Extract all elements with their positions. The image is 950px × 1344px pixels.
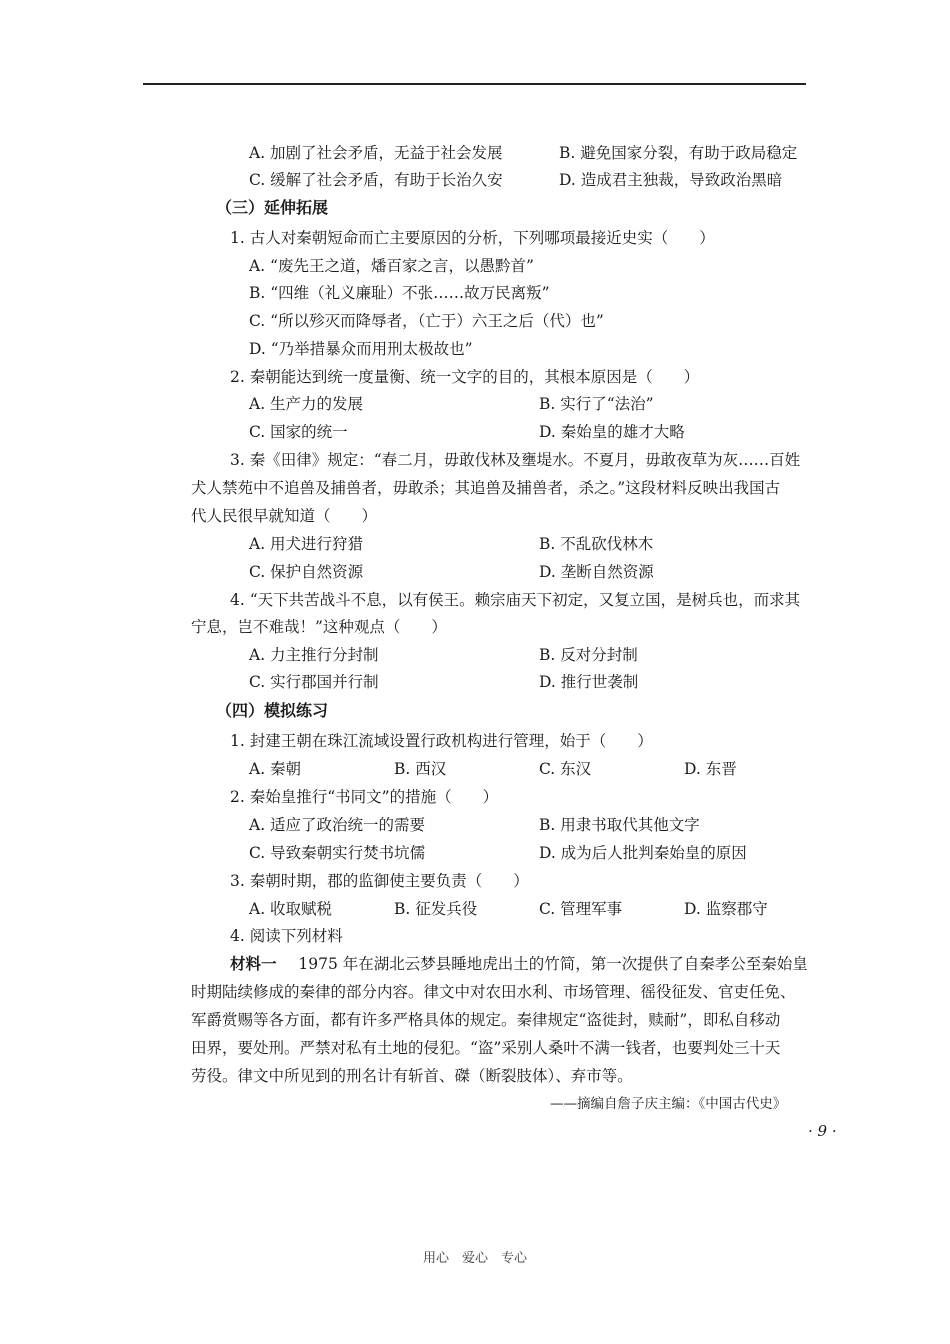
material-one-line3: 军爵赏赐等各方面，都有许多严格具体的规定。秦律规定“盗徙封，赎耐”，即私自移动: [191, 1011, 781, 1029]
material-one-line4: 田界，要处刑。严禁对私有土地的侵犯。“盗”采别人桑叶不满一钱者，也要判处三十天: [191, 1039, 781, 1057]
s4-q3-option-d: D. 监察郡守: [684, 900, 768, 918]
s4-q1-stem: 1. 封建王朝在珠江流域设置行政机构进行管理，始于（ ）: [230, 732, 653, 750]
s3-q3-stem-line2: 犬人禁苑中不追兽及捕兽者，毋敢杀；其追兽及捕兽者，杀之。”这段材料反映出我国古: [191, 479, 781, 497]
s4-q3-stem: 3. 秦朝时期，郡的监御使主要负责（ ）: [230, 872, 529, 890]
s3-q1-option-c: C. “所以殄灭而降辱者，（亡于）六王之后（代）也”: [249, 312, 604, 330]
s3-q4-option-a: A. 力主推行分封制: [249, 646, 379, 664]
s3-q3-option-d: D. 垄断自然资源: [539, 563, 654, 581]
s4-q4-stem: 4. 阅读下列材料: [230, 927, 343, 945]
s3-q2-stem: 2. 秦朝能达到统一度量衡、统一文字的目的，其根本原因是（ ）: [230, 368, 700, 386]
s3-q2-option-d: D. 秦始皇的雄才大略: [539, 423, 685, 441]
s3-q2-option-a: A. 生产力的发展: [249, 395, 364, 413]
s4-q2-option-c: C. 导致秦朝实行焚书坑儒: [249, 844, 426, 862]
s4-q1-option-c: C. 东汉: [539, 760, 592, 778]
s3-q1-option-b: B. “四维（礼义廉耻）不张……故万民离叛”: [249, 284, 550, 302]
s3-q1-stem: 1. 古人对秦朝短命而亡主要原因的分析，下列哪项最接近史实（ ）: [230, 229, 715, 247]
material-one: [230, 954, 808, 974]
page-footer: 用心 爱心 专心: [423, 1251, 528, 1266]
q-prev-option-c: C. 缓解了社会矛盾，有助于长治久安: [249, 171, 503, 189]
s4-q3-option-a: A. 收取赋税: [249, 900, 333, 918]
s3-q4-option-c: C. 实行郡国并行制: [249, 673, 379, 691]
material-one-line1: 1975 年在湖北云梦县睡地虎出土的竹简，第一次提供了自秦孝公至秦始皇: [298, 955, 808, 973]
s3-q2-option-b: B. 实行了“法治”: [539, 395, 654, 413]
s4-q2-stem: 2. 秦始皇推行“书同文”的措施（ ）: [230, 788, 499, 806]
page-number: · 9 ·: [808, 1122, 837, 1140]
s4-q2-option-d: D. 成为后人批判秦始皇的原因: [539, 844, 747, 862]
material-source: ——摘编自詹子庆主编：《中国古代史》: [550, 1096, 787, 1112]
s3-q4-option-d: D. 推行世袭制: [539, 673, 639, 691]
s3-q3-stem-line1: 3. 秦《田律》规定：“春二月，毋敢伐林及壅堤水。不夏月，毋敢夜草为灰……百姓: [230, 451, 801, 469]
s3-q3-option-c: C. 保护自然资源: [249, 563, 364, 581]
s3-q3-stem-line3: 代人民很早就知道（ ）: [191, 507, 378, 525]
section-title-extension: （三）延伸拓展: [216, 198, 329, 217]
s3-q4-stem-line2: 宁息，岂不难哉！”这种观点（ ）: [191, 618, 447, 636]
s3-q2-option-c: C. 国家的统一: [249, 423, 348, 441]
s4-q1-option-d: D. 东晋: [684, 760, 737, 778]
material-one-line2: 时期陆续修成的秦律的部分内容。律文中对农田水利、市场管理、徭役征发、官吏任免、: [191, 983, 796, 1001]
q-prev-option-d: D. 造成君主独裁，导致政治黑暗: [559, 171, 783, 189]
s3-q4-stem-line1: 4. “天下共苦战斗不息，以有侯王。赖宗庙天下初定，又复立国，是树兵也，而求其: [230, 591, 801, 609]
s3-q4-option-b: B. 反对分封制: [539, 646, 638, 664]
s4-q1-option-a: A. 秦朝: [249, 760, 302, 778]
s4-q2-option-a: A. 适应了政治统一的需要: [249, 816, 426, 834]
q-prev-option-a: A. 加剧了社会矛盾，无益于社会发展: [249, 144, 503, 162]
header-rule: [143, 83, 806, 85]
s3-q1-option-d: D. “乃举措暴众而用刑太极故也”: [249, 340, 473, 358]
q-prev-option-b: B. 避免国家分裂，有助于政局稳定: [559, 144, 798, 162]
s4-q3-option-b: B. 征发兵役: [394, 900, 478, 918]
section-title-practice: （四）模拟练习: [216, 701, 329, 720]
s4-q3-option-c: C. 管理军事: [539, 900, 623, 918]
s4-q1-option-b: B. 西汉: [394, 760, 447, 778]
s4-q2-option-b: B. 用隶书取代其他文字: [539, 816, 700, 834]
s3-q3-option-b: B. 不乱砍伐林木: [539, 535, 654, 553]
material-one-label: 材料一: [230, 955, 277, 973]
material-one-line5: 劳役。律文中所见到的刑名计有斩首、磔（断裂肢体）、弃市等。: [191, 1067, 633, 1085]
s3-q1-option-a: A. “废先王之道，燔百家之言，以愚黔首”: [249, 257, 534, 275]
s3-q3-option-a: A. 用犬进行狩猎: [249, 535, 364, 553]
